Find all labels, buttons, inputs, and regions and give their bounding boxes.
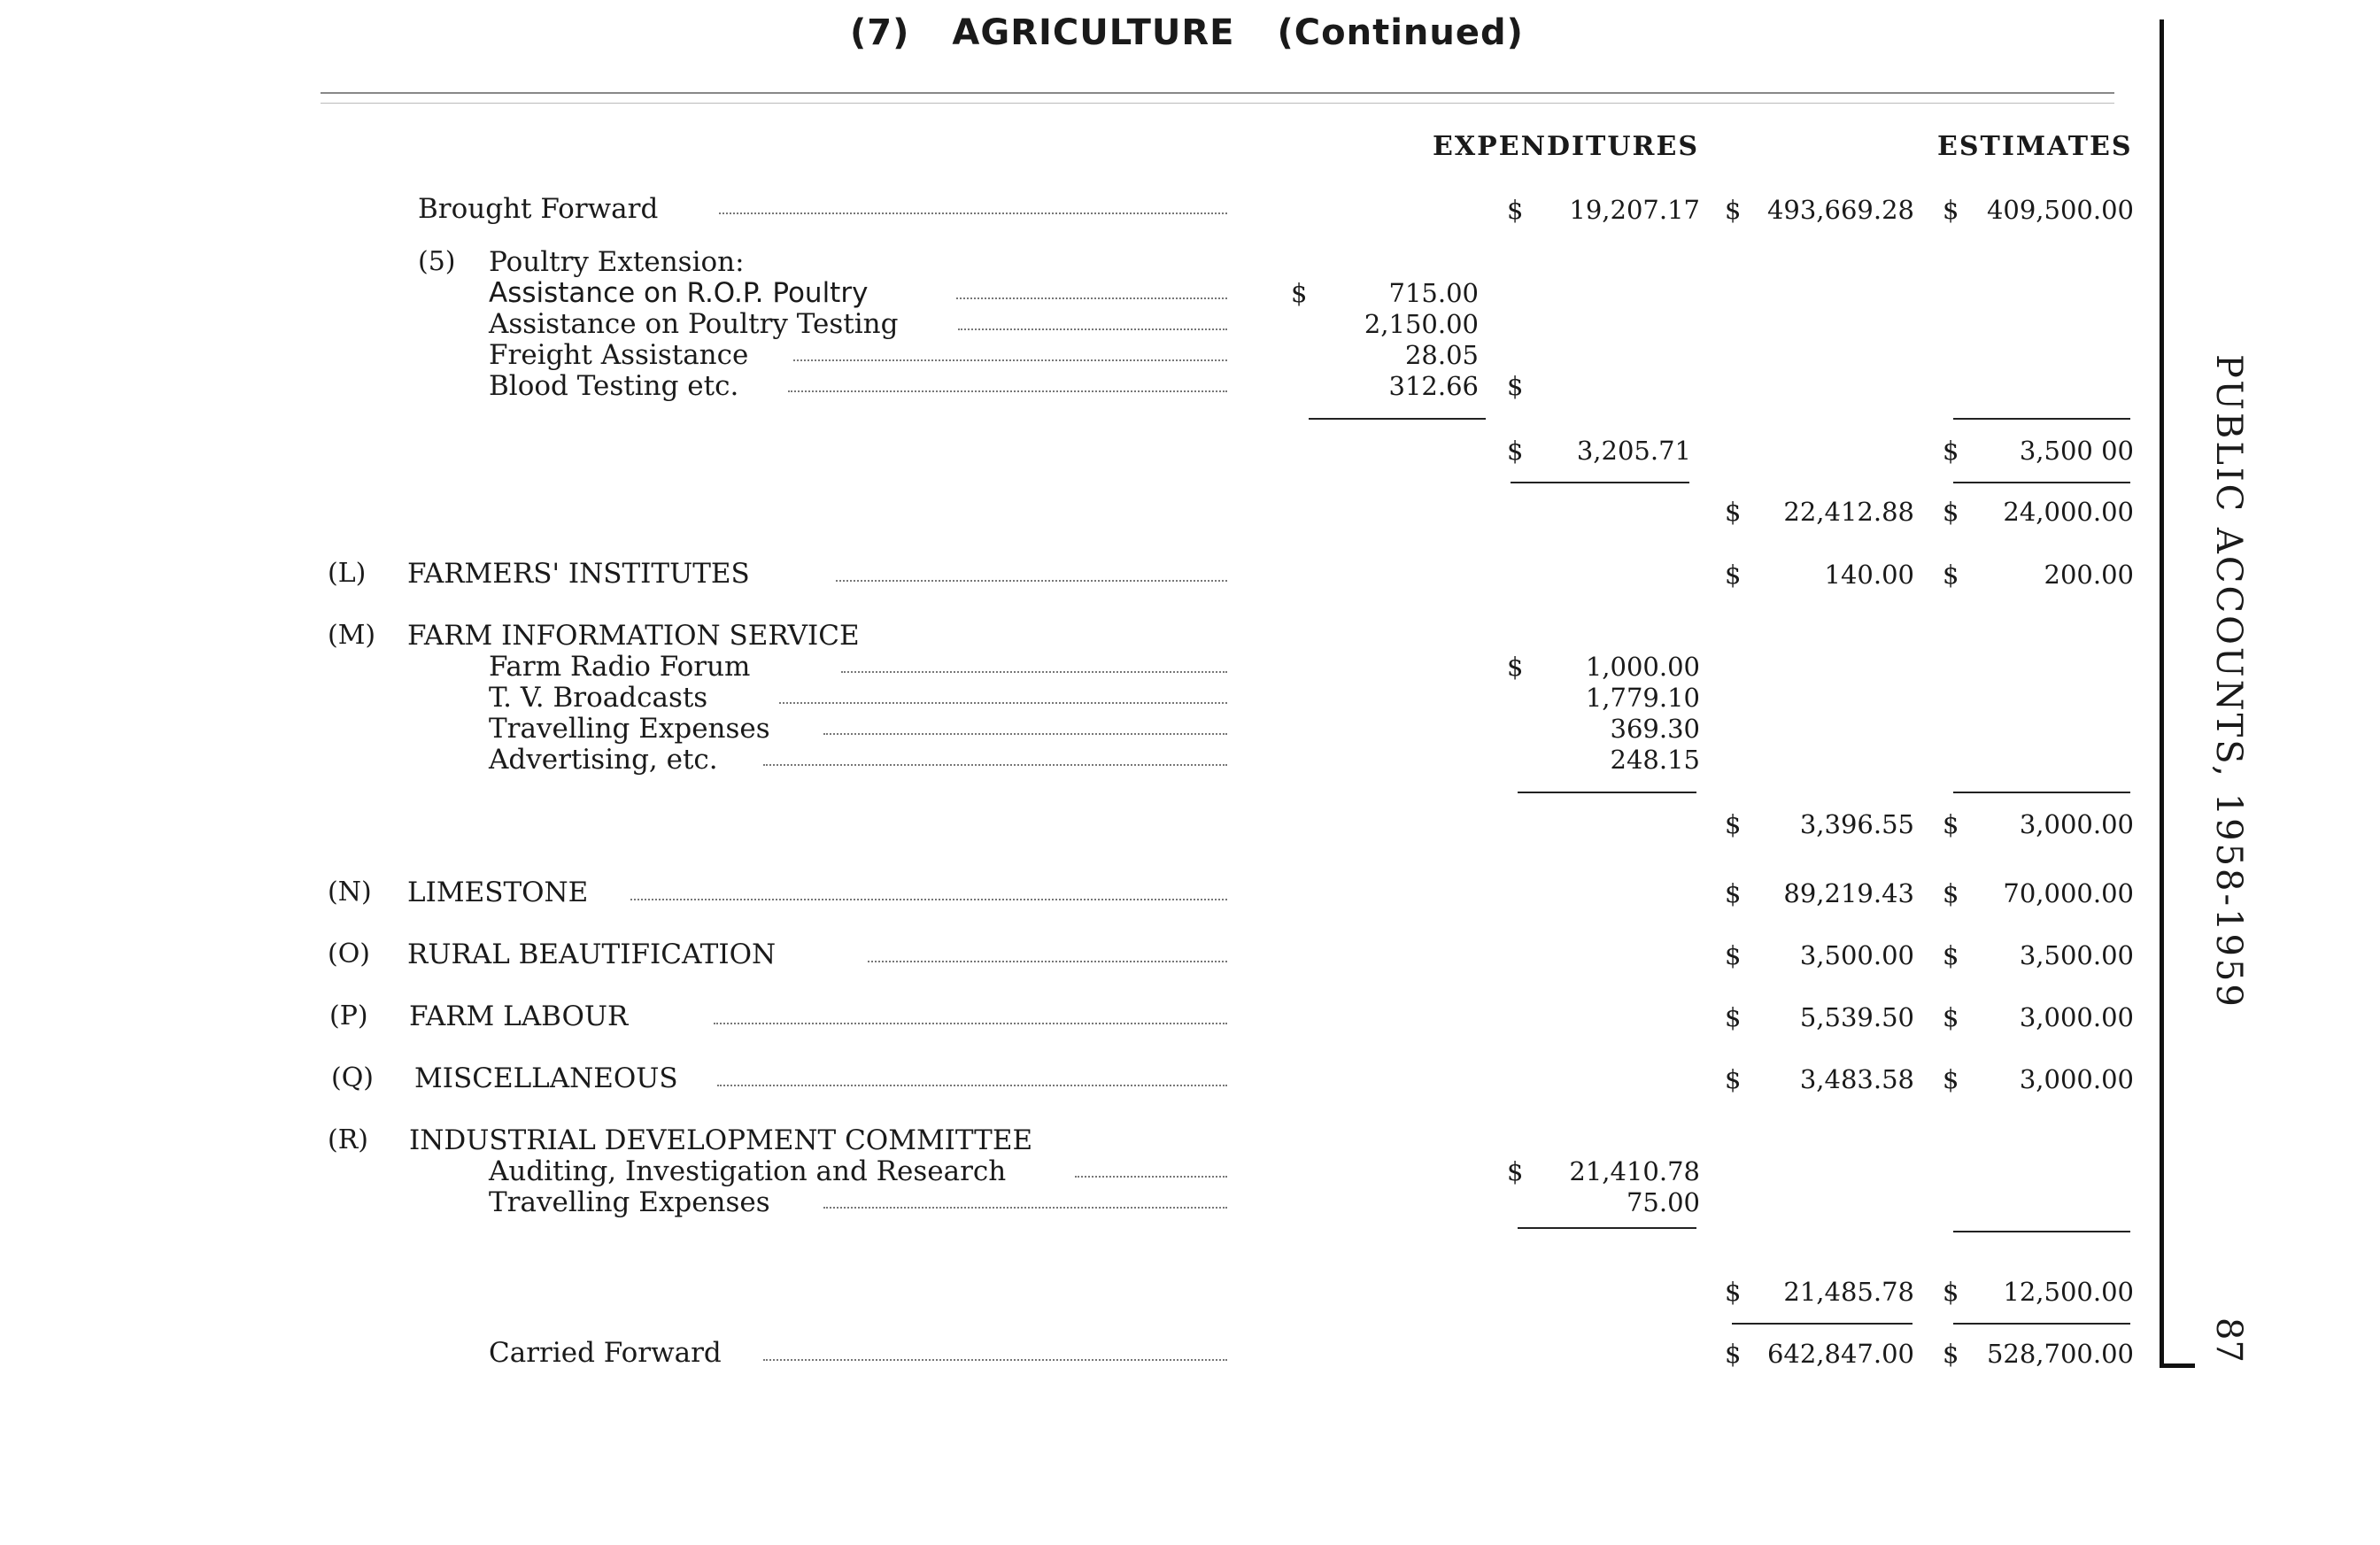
leader-dots	[836, 580, 1227, 582]
poultry-estimate: 3,500 00	[2019, 436, 2134, 466]
row-label: RURAL BEAUTIFICATION	[407, 939, 777, 970]
industrial-item-value: 21,410.78	[1569, 1156, 1700, 1186]
estimate-rule	[1953, 1323, 2130, 1325]
brought-forward-total: 493,669.28	[1766, 195, 1914, 225]
dollar-sign: $	[1725, 560, 1742, 590]
total-rule	[1732, 1323, 1912, 1325]
carried-forward-label: Carried Forward	[489, 1337, 722, 1369]
leader-dots	[788, 390, 1227, 392]
poultry-item-label: Assistance on Poultry Testing	[489, 308, 899, 340]
poultry-item-value: 312.66	[1388, 371, 1479, 401]
poultry-item-label: Freight Assistance	[489, 339, 749, 371]
dollar-sign: $	[1943, 1339, 1959, 1369]
row-amount: 140.00	[1824, 560, 1914, 590]
row-amount: 5,539.50	[1799, 1002, 1914, 1032]
poultry-item-value: 2,150.00	[1364, 309, 1479, 339]
row-label: FARM LABOUR	[409, 1000, 629, 1032]
leader-dots	[630, 899, 1227, 900]
subtotal-rule	[1309, 418, 1486, 420]
poultry-item-value: 28.05	[1404, 340, 1479, 370]
dollar-sign: $	[1725, 809, 1742, 839]
estimate-rule	[1953, 418, 2130, 420]
dollar-sign: $	[1943, 560, 1959, 590]
leader-dots	[793, 359, 1227, 361]
dollar-sign: $	[1507, 1156, 1524, 1186]
dollar-sign: $	[1725, 1339, 1742, 1369]
row-amount: 3,483.58	[1799, 1064, 1914, 1094]
carried-forward-estimate: 528,700.00	[1986, 1339, 2134, 1369]
dollar-sign: $	[1943, 809, 1959, 839]
row-estimate: 200.00	[2044, 560, 2134, 590]
dollar-sign: $	[1291, 278, 1308, 308]
leader-dots	[779, 702, 1227, 704]
dollar-sign: $	[1507, 652, 1524, 682]
margin-rule-foot	[2160, 1363, 2195, 1368]
poultry-item-label: Blood Testing etc.	[489, 370, 739, 402]
farm-info-item-label: Advertising, etc.	[489, 744, 718, 776]
farm-info-item-value: 369.30	[1610, 714, 1700, 744]
dollar-sign: $	[1943, 497, 1959, 527]
farm-info-estimate: 3,000.00	[2019, 809, 2134, 839]
poultry-subtotal: 3,205.71	[1576, 436, 1691, 466]
industrial-estimate: 12,500.00	[2003, 1277, 2134, 1307]
header-rule-secondary	[321, 103, 2114, 104]
dollar-sign: $	[1943, 436, 1959, 466]
poultry-code: (5)	[418, 246, 456, 277]
brought-forward-expenditure: 19,207.17	[1569, 195, 1700, 225]
row-code: (R)	[328, 1124, 368, 1155]
estimate-rule	[1953, 1231, 2130, 1232]
dollar-sign: $	[1725, 1277, 1742, 1307]
farm-info-item-value: 1,779.10	[1585, 683, 1700, 713]
leader-dots	[841, 671, 1227, 673]
leader-dots	[763, 1359, 1227, 1361]
row-label: INDUSTRIAL DEVELOPMENT COMMITTEE	[409, 1124, 1033, 1156]
subtotal-rule	[1518, 792, 1696, 793]
poultry-item-value: 715.00	[1388, 278, 1479, 308]
row-amount: 89,219.43	[1783, 878, 1914, 908]
brought-forward-estimate: 409,500.00	[1986, 195, 2134, 225]
section-number: (7)	[850, 12, 910, 53]
estimate-rule	[1953, 482, 2130, 483]
continued-label: (Continued)	[1277, 12, 1524, 53]
dollar-sign: $	[1725, 1064, 1742, 1094]
leader-dots	[719, 212, 1227, 214]
dollar-sign: $	[1725, 878, 1742, 908]
poultry-total-estimate: 24,000.00	[2003, 497, 2134, 527]
section-title: AGRICULTURE	[952, 12, 1235, 53]
row-estimate: 3,500.00	[2019, 940, 2134, 970]
row-label: FARMERS' INSTITUTES	[407, 558, 750, 590]
poultry-total: 22,412.88	[1783, 497, 1914, 527]
farm-info-total: 3,396.55	[1799, 809, 1914, 839]
farm-info-item-label: Travelling Expenses	[489, 713, 770, 745]
leader-dots	[956, 297, 1227, 299]
brought-forward-label: Brought Forward	[418, 193, 659, 225]
page-number: 87	[2208, 1317, 2249, 1363]
row-label: FARM INFORMATION SERVICE	[407, 620, 860, 652]
leader-dots	[1075, 1176, 1227, 1178]
leader-dots	[823, 733, 1227, 735]
running-header: PUBLIC ACCOUNTS, 1958-1959	[2208, 354, 2249, 1009]
row-code: (P)	[329, 1000, 368, 1031]
dollar-sign: $	[1725, 497, 1742, 527]
farm-info-item-label: T. V. Broadcasts	[489, 682, 708, 714]
leader-dots	[958, 328, 1227, 330]
industrial-item-value: 75.00	[1626, 1187, 1700, 1217]
row-code: (O)	[328, 939, 371, 969]
subtotal-rule	[1518, 1227, 1696, 1229]
leader-dots	[714, 1023, 1227, 1024]
expenditures-heading: EXPENDITURES	[1433, 131, 1699, 162]
dollar-sign: $	[1725, 1002, 1742, 1032]
dollar-sign: $	[1943, 878, 1959, 908]
leader-dots	[763, 764, 1227, 766]
dollar-sign: $	[1943, 1064, 1959, 1094]
carried-forward-amount: 642,847.00	[1766, 1339, 1914, 1369]
dollar-sign: $	[1725, 195, 1742, 225]
farm-info-item-value: 1,000.00	[1585, 652, 1700, 682]
industrial-item-label: Auditing, Investigation and Research	[489, 1155, 1007, 1187]
leader-dots	[717, 1085, 1227, 1086]
dollar-sign: $	[1943, 1277, 1959, 1307]
industrial-item-label: Travelling Expenses	[489, 1186, 770, 1218]
dollar-sign: $	[1507, 195, 1524, 225]
dollar-sign: $	[1943, 1002, 1959, 1032]
dollar-sign: $	[1943, 195, 1959, 225]
row-amount: 3,500.00	[1799, 940, 1914, 970]
industrial-total: 21,485.78	[1783, 1277, 1914, 1307]
margin-rule	[2160, 19, 2164, 1367]
row-estimate: 3,000.00	[2019, 1002, 2134, 1032]
page-title	[850, 12, 1611, 53]
header-rule	[321, 92, 2114, 94]
row-code: (M)	[328, 620, 376, 651]
leader-dots	[868, 961, 1227, 962]
dollar-sign: $	[1507, 371, 1524, 401]
row-estimate: 70,000.00	[2003, 878, 2134, 908]
leader-dots	[823, 1207, 1227, 1209]
row-estimate: 3,000.00	[2019, 1064, 2134, 1094]
estimate-rule	[1953, 792, 2130, 793]
farm-info-item-label: Farm Radio Forum	[489, 651, 751, 683]
row-label: LIMESTONE	[407, 877, 589, 908]
subtotal-rule	[1511, 482, 1689, 483]
poultry-item-label: Assistance on R.O.P. Poultry	[489, 277, 869, 309]
dollar-sign: $	[1507, 436, 1524, 466]
dollar-sign: $	[1725, 940, 1742, 970]
row-code: (N)	[328, 877, 372, 908]
row-code: (L)	[328, 558, 367, 589]
row-label: MISCELLANEOUS	[414, 1062, 678, 1094]
farm-info-item-value: 248.15	[1610, 745, 1700, 775]
row-code: (Q)	[331, 1062, 375, 1093]
estimates-heading: ESTIMATES	[1937, 131, 2133, 162]
dollar-sign: $	[1943, 940, 1959, 970]
poultry-heading: Poultry Extension:	[489, 246, 745, 278]
